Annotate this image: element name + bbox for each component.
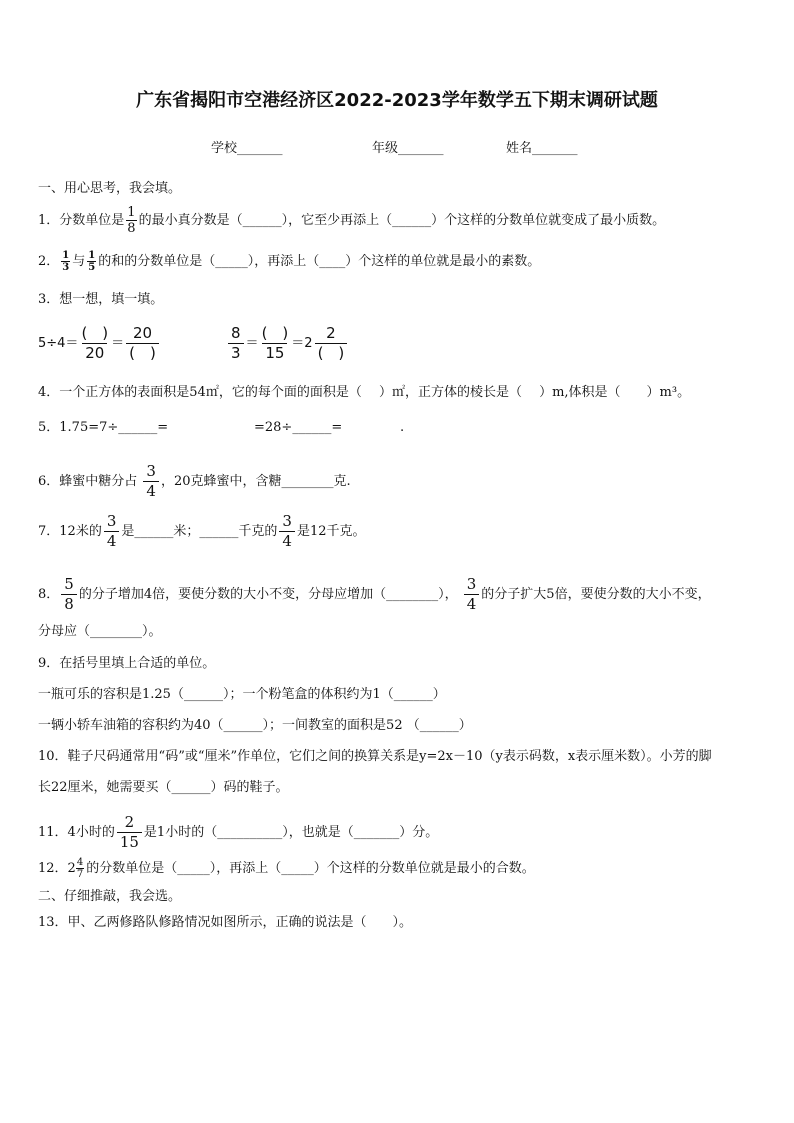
fraction: $\frac{( )}{15}$ [261,324,289,362]
question-9-line-2: 一辆小轿车油箱的容积约为40（______）；一间教室的面积是52 （______） [38,718,472,733]
question-2: 2． $\frac{1}{3}$ 与 $\frac{1}{5}$ 的和的分数单位是（_____），再添上（____）个这样的单位就是最小的素数。 [38,250,541,273]
fraction: $\frac{4}{7}$ [76,857,84,880]
fraction: $\frac{3}{4}$ [279,512,295,551]
question-9: 9．在括号里填上合适的单位。 [38,656,216,671]
fraction: $\frac{1}{3}$ [62,250,70,273]
fraction: $\frac{3}{4}$ [464,575,480,614]
fraction: $\frac{8}{3}$ [228,324,244,363]
question-7: 7．12米的 $\frac{3}{4}$ 是______米；______千克的 $\frac{3}{4}$ 是12千克。 [38,512,366,550]
name-field: 姓名_______ [506,141,578,156]
question-8-continued: 分母应（________）。 [38,624,162,639]
equation-2: $\frac{8}{3}$ ＝ $\frac{( )}{15}$ ＝2 $\frac{2}{( )}$ [226,324,349,363]
section-2-heading: 二、仔细推敲，我会选。 [38,889,182,904]
question-10: 10．鞋子尺码通常用“码”或“厘米”作单位，它们之间的换算关系是y=2x－10（y表示码数，x表示厘米数）。小芳的脚 [38,749,712,764]
question-13: 13．甲、乙两修路队修路情况如图所示，正确的说法是（ ）。 [38,915,413,930]
page-title: 广东省揭阳市空港经济区2022-2023学年数学五下期末调研试题 [136,90,658,111]
school-field: 学校_______ [211,141,283,156]
question-10-continued: 长22厘米，她需要买（______）码的鞋子。 [38,780,289,795]
fraction: $\frac{2}{15}$ [117,813,142,852]
equation-1: 5÷4＝ $\frac{( )}{20}$ ＝ $\frac{20}{( )}$ [38,324,161,363]
question-4: 4．一个正方体的表面积是54㎡，它的每个面的面积是（ ）㎡，正方体的棱长是（ ）m,体积是（ ）m³。 [38,385,691,400]
question-1: 1．分数单位是 $\frac{1}{8}$ 的最小真分数是（______），它至少再添上（______）个这样的分数单位就变成了最小质数。 [38,205,666,236]
question-8: 8． $\frac{5}{8}$ 的分子增加4倍，要使分数的大小不变，分母应增加（________）， $\frac{3}{4}$ 的分子扩大5倍，要使分数的大小不变， [38,575,711,613]
question-3: 3．想一想，填一填。 [38,292,164,307]
fraction: $\frac{3}{4}$ [143,462,159,501]
question-6: 6．蜂蜜中糖分占 $\frac{3}{4}$ ，20克蜂蜜中，含糖________克. [38,462,351,500]
question-5-end: . [400,420,405,435]
fraction: $\frac{2}{( )}$ [315,324,348,363]
grade-field: 年级_______ [372,141,444,156]
question-9-line-1: 一瓶可乐的容积是1.25（______）；一个粉笔盒的体积约为1（______） [38,687,446,702]
fraction: $\frac{3}{4}$ [104,512,120,551]
section-1-heading: 一、用心思考，我会填。 [38,181,182,196]
fraction: $\frac{5}{8}$ [61,575,77,614]
question-5: 5．1.75=7÷______= [38,420,169,435]
question-5-part-2: =28÷______= [254,420,343,435]
fraction: $\frac{1}{8}$ [127,205,136,236]
fraction: $\frac{20}{( )}$ [126,324,159,363]
fraction: $\frac{1}{5}$ [88,250,96,273]
question-11: 11．4小时的 $\frac{2}{15}$ 是1小时的（__________），也就是（_______）分。 [38,813,439,851]
fraction: $\frac{( )}{20}$ [81,324,109,362]
question-12: 12．2 $\frac{4}{7}$ 的分数单位是（_____），再添上（_____）个这样的分数单位就是最小的合数。 [38,857,535,880]
